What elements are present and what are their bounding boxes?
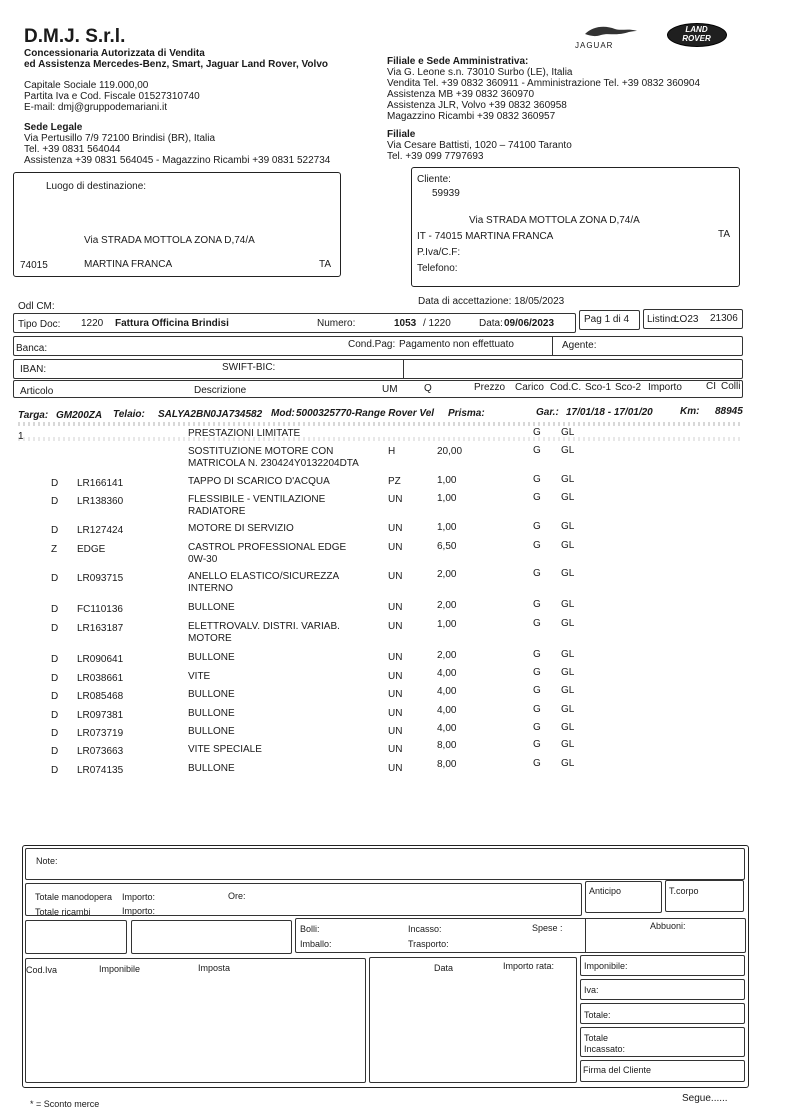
row-q: 1,00 (437, 619, 457, 630)
row-g: G (533, 758, 541, 769)
landrover-text-1: LAND (685, 25, 708, 34)
row-um: UN (388, 689, 403, 700)
firma-box (580, 1060, 745, 1082)
doc-number: 1053 (394, 318, 417, 329)
row-d1: BULLONE (188, 602, 235, 613)
swift-label: SWIFT-BIC: (222, 362, 276, 373)
listino-label: Listino: (647, 314, 679, 325)
row-um: UN (388, 671, 403, 682)
row-gl: GL (561, 667, 575, 678)
row-d1: VITE SPECIALE (188, 744, 262, 755)
row-um: H (388, 446, 396, 457)
branch2-tel: Tel. +39 099 7797693 (387, 151, 484, 162)
bank-label: Banca: (16, 343, 48, 354)
row-d1: PRESTAZIONI LIMITATE (188, 428, 301, 439)
installments-table (369, 957, 577, 1083)
jaguar-wordmark: JAGUAR (575, 41, 614, 50)
client-label: Cliente: (417, 174, 451, 185)
row-um: UN (388, 652, 403, 663)
targa-value: GM200ZA (56, 410, 103, 421)
model-label: Mod: (271, 408, 295, 419)
imposta-col: Imposta (198, 963, 231, 973)
client-prov: TA (718, 229, 731, 240)
model-value: 5000325770-Range Rover Vel (296, 408, 435, 419)
branch-main-address: Via G. Leone s.n. 73010 Surbo (LE), Italia (387, 67, 573, 78)
row-t: D (51, 623, 59, 634)
row-um: UN (388, 763, 403, 774)
row-gl: GL (561, 685, 575, 696)
importo-rata-col: Importo rata: (503, 961, 555, 971)
col-carico: Carico (515, 382, 544, 393)
row-code: LR138360 (77, 496, 124, 507)
listino-value: LO23 (674, 314, 699, 325)
company-email: E-mail: dmj@gruppodemariani.it (24, 102, 167, 113)
row-d1: ELETTROVALV. DISTRI. VARIAB. (188, 621, 340, 632)
targa-label: Targa: (18, 410, 49, 421)
row-d1: MOTORE DI SERVIZIO (188, 523, 294, 534)
row-d1: BULLONE (188, 708, 235, 719)
destination-city: MARTINA FRANCA (84, 259, 173, 270)
row-t: D (51, 673, 59, 684)
gar-label: Gar.: (536, 407, 559, 418)
charges-box (295, 918, 746, 953)
totale-box (580, 1003, 745, 1024)
segue-label: Segue...... (682, 1093, 728, 1104)
row-gl: GL (561, 521, 575, 532)
col-q: Q (424, 383, 432, 394)
col-articolo: Articolo (20, 386, 54, 397)
row-code: FC110136 (77, 604, 123, 615)
row-q: 20,00 (437, 446, 463, 457)
doc-type-code: 1220 (81, 318, 104, 329)
row-code: LR073719 (77, 728, 124, 739)
row-g: G (533, 492, 541, 503)
row-gl: GL (561, 739, 575, 750)
row-g: G (533, 667, 541, 678)
legal-title: Sede Legale (24, 122, 83, 133)
row-d2: MOTORE (188, 633, 232, 644)
row-d1: CASTROL PROFESSIONAL EDGE (188, 542, 347, 553)
row-code: LR127424 (77, 525, 124, 536)
legal-assist: Assistenza +39 0831 564045 - Magazzino Ricambi +39 0831 522734 (24, 155, 331, 166)
col-sco2: Sco-2 (615, 382, 642, 393)
notes-box (25, 848, 745, 880)
tot-ricambi-importo-label: Importo: (122, 906, 156, 916)
row-gl: GL (561, 445, 575, 456)
imballo-label: Imballo: (300, 939, 332, 949)
company-name: D.M.J. S.r.l. (24, 26, 126, 47)
totale-incassato-label-2: Incassato: (584, 1044, 626, 1054)
doc-type-label: Tipo Doc: (18, 319, 61, 330)
row-g: G (533, 540, 541, 551)
col-descrizione: Descrizione (194, 385, 247, 396)
row-gl: GL (561, 599, 575, 610)
row-um: UN (388, 494, 403, 505)
data-col: Data (434, 963, 454, 973)
blank-box-2 (131, 920, 292, 954)
row-q: 4,00 (437, 723, 457, 734)
row-g: G (533, 618, 541, 629)
row-n: 1 (18, 431, 24, 442)
row-q: 2,00 (437, 569, 457, 580)
row-code: LR085468 (77, 691, 124, 702)
iva-label: Iva: (584, 985, 599, 995)
imponibile-col: Imponibile (99, 964, 141, 974)
anticipo-box (585, 881, 662, 913)
row-gl: GL (561, 758, 575, 769)
row-q: 1,00 (437, 493, 457, 504)
row-g: G (533, 739, 541, 750)
sconto-note: * = Sconto merce (30, 1099, 100, 1109)
row-t: D (51, 496, 59, 507)
doc-type-name: Fattura Officina Brindisi (115, 318, 229, 329)
row-g: G (533, 599, 541, 610)
row-gl: GL (561, 568, 575, 579)
branch-main-line1: Vendita Tel. +39 0832 360911 - Amministrazione Tel. +39 0832 360904 (387, 78, 701, 89)
firma-label: Firma del Cliente (583, 1065, 652, 1075)
row-t: D (51, 478, 59, 489)
row-d1: BULLONE (188, 689, 235, 700)
landrover-text-2: ROVER (682, 34, 711, 43)
row-q: 1,00 (437, 522, 457, 533)
row-d2: 0W-30 (188, 554, 218, 565)
tot-ricambi-label: Totale ricambi (35, 907, 91, 917)
row-um: UN (388, 542, 403, 553)
row-um: UN (388, 744, 403, 755)
doc-number-label: Numero: (317, 318, 356, 329)
row-g: G (533, 704, 541, 715)
col-um: UM (382, 384, 398, 395)
row-code: LR166141 (77, 478, 124, 489)
prisma-label: Prisma: (448, 408, 485, 419)
incasso-label: Incasso: (408, 924, 442, 934)
blank-box-1 (25, 920, 127, 954)
doc-date-label: Data: (479, 318, 503, 329)
client-city: IT - 74015 MARTINA FRANCA (417, 231, 554, 242)
row-code: LR074135 (77, 765, 124, 776)
row-um: UN (388, 602, 403, 613)
col-importo: Importo (648, 382, 682, 393)
row-gl: GL (561, 649, 575, 660)
doc-number-suffix: / 1220 (423, 318, 451, 329)
branch2-address: Via Cesare Battisti, 1020 – 74100 Taranto (387, 140, 572, 151)
totale-incassato-box (580, 1027, 745, 1057)
row-d1: BULLONE (188, 763, 235, 774)
branch-main-line2: Assistenza MB +39 0832 360970 (387, 89, 535, 100)
row-q: 4,00 (437, 686, 457, 697)
row-um: UN (388, 708, 403, 719)
listino-code: 21306 (710, 313, 738, 324)
row-gl: GL (561, 704, 575, 715)
destination-street: Via STRADA MOTTOLA ZONA D,74/A (84, 235, 255, 246)
client-phone-label: Telefono: (417, 263, 458, 274)
row-code: LR038661 (77, 673, 124, 684)
row-t: D (51, 604, 59, 615)
row-t: D (51, 573, 59, 584)
row-q: 4,00 (437, 705, 457, 716)
row-um: UN (388, 523, 403, 534)
row-q: 1,00 (437, 475, 457, 486)
row-d1: FLESSIBILE - VENTILAZIONE (188, 494, 326, 505)
totale-label: Totale: (584, 1010, 611, 1020)
row-t: D (51, 710, 59, 721)
row-g: G (533, 685, 541, 696)
row-q: 2,00 (437, 600, 457, 611)
page-number: Pag 1 di 4 (584, 314, 630, 325)
row-um: UN (388, 571, 403, 582)
row-code: LR073663 (77, 746, 124, 757)
row-d1: ANELLO ELASTICO/SICUREZZA (188, 571, 340, 582)
odl-label: Odl CM: (18, 301, 55, 312)
row-t: D (51, 525, 59, 536)
row-code: LR097381 (77, 710, 124, 721)
row-d1: VITE (188, 671, 211, 682)
col-colli: Colli (721, 381, 741, 392)
km-value: 88945 (715, 406, 743, 417)
row-q: 2,00 (437, 650, 457, 661)
row-d2: MATRICOLA N. 230424Y0132204DTA (188, 458, 359, 469)
branch-main-line4: Magazzino Ricambi +39 0832 360957 (387, 111, 556, 122)
row-code: LR093715 (77, 573, 124, 584)
iban-label: IBAN: (20, 364, 47, 375)
tcorpo-label: T.corpo (669, 886, 699, 896)
row-q: 8,00 (437, 740, 457, 751)
row-t: Z (51, 544, 58, 555)
destination-zip: 74015 (20, 260, 48, 271)
row-gl: GL (561, 427, 575, 438)
row-q: 8,00 (437, 759, 457, 770)
row-g: G (533, 649, 541, 660)
company-subtitle-1: Concessionaria Autorizzata di Vendita (24, 48, 205, 59)
tot-mano-importo-label: Importo: (122, 892, 156, 902)
trasporto-label: Trasporto: (408, 939, 449, 949)
totals-box (25, 883, 582, 916)
imponibile-label: Imponibile: (584, 961, 628, 971)
row-d1: SOSTITUZIONE MOTORE CON (188, 446, 334, 457)
row-gl: GL (561, 474, 575, 485)
row-d1: BULLONE (188, 652, 235, 663)
row-code: LR090641 (77, 654, 124, 665)
row-um: PZ (388, 476, 401, 487)
row-t: D (51, 746, 59, 757)
row-code: LR163187 (77, 623, 124, 634)
row-q: 4,00 (437, 668, 457, 679)
row-g: G (533, 521, 541, 532)
row-g: G (533, 722, 541, 733)
client-code: 59939 (432, 188, 460, 199)
vat-table (25, 958, 366, 1083)
row-um: UN (388, 621, 403, 632)
payment-cond-label: Cond.Pag: (348, 339, 396, 350)
telaio-value: SALYA2BN0JA734582 (158, 409, 263, 420)
row-gl: GL (561, 540, 575, 551)
spese-label: Spese : (532, 923, 563, 933)
company-subtitle-2: ed Assistenza Mercedes-Benz, Smart, Jaguar Land Rover, Volvo (24, 59, 328, 70)
anticipo-label: Anticipo (589, 886, 622, 896)
row-g: G (533, 445, 541, 456)
row-gl: GL (561, 722, 575, 733)
company-vat: Partita Iva e Cod. Fiscale 01527310740 (24, 91, 200, 102)
abbuoni-label: Abbuoni: (650, 921, 686, 931)
branch2-title: Filiale (387, 129, 416, 140)
row-t: D (51, 728, 59, 739)
row-g: G (533, 427, 541, 438)
bolli-label: Bolli: (300, 924, 320, 934)
row-t: D (51, 691, 59, 702)
row-q: 6,50 (437, 541, 457, 552)
row-d1: TAPPO DI SCARICO D'ACQUA (188, 476, 330, 487)
imponibile-box (580, 955, 745, 976)
doc-date: 09/06/2023 (504, 318, 555, 329)
row-d2: RADIATORE (188, 506, 246, 517)
row-um: UN (388, 726, 403, 737)
cod-iva-col: Cod.Iva (26, 965, 58, 975)
row-gl: GL (561, 618, 575, 629)
telaio-label: Telaio: (113, 409, 145, 420)
destination-label: Luogo di destinazione: (46, 181, 147, 192)
payment-cond-value: Pagamento non effettuato (399, 339, 514, 350)
acceptance-date: Data di accettazione: 18/05/2023 (418, 296, 565, 307)
destination-prov: TA (319, 259, 332, 270)
notes-label: Note: (36, 856, 58, 866)
tcorpo-box (665, 880, 744, 912)
iva-box (580, 979, 745, 1000)
gar-value: 17/01/18 - 17/01/20 (566, 407, 653, 418)
company-capital: Capitale Sociale 119.000,00 (24, 80, 149, 91)
client-street: Via STRADA MOTTOLA ZONA D,74/A (469, 215, 640, 226)
col-codc: Cod.C. (550, 382, 582, 393)
km-label: Km: (680, 406, 700, 417)
row-d2: INTERNO (188, 583, 233, 594)
totale-incassato-label-1: Totale (584, 1033, 609, 1043)
legal-address: Via Pertusillo 7/9 72100 Brindisi (BR), Italia (24, 133, 216, 144)
branch-main-title: Filiale e Sede Amministrativa: (387, 56, 529, 67)
row-t: D (51, 765, 59, 776)
agent-label: Agente: (562, 340, 597, 351)
col-ci: CI (706, 381, 716, 392)
col-sco1: Sco-1 (585, 382, 612, 393)
legal-tel: Tel. +39 0831 564044 (24, 144, 121, 155)
tot-mano-label: Totale manodopera (35, 892, 113, 902)
row-g: G (533, 568, 541, 579)
client-vat-label: P.Iva/C.F: (417, 247, 461, 258)
branch-main-line3: Assistenza JLR, Volvo +39 0832 360958 (387, 100, 567, 111)
row-g: G (533, 474, 541, 485)
ore-label: Ore: (228, 891, 246, 901)
col-prezzo: Prezzo (474, 382, 506, 393)
row-t: D (51, 654, 59, 665)
row-gl: GL (561, 492, 575, 503)
row-code: EDGE (77, 544, 106, 555)
row-d1: BULLONE (188, 726, 235, 737)
